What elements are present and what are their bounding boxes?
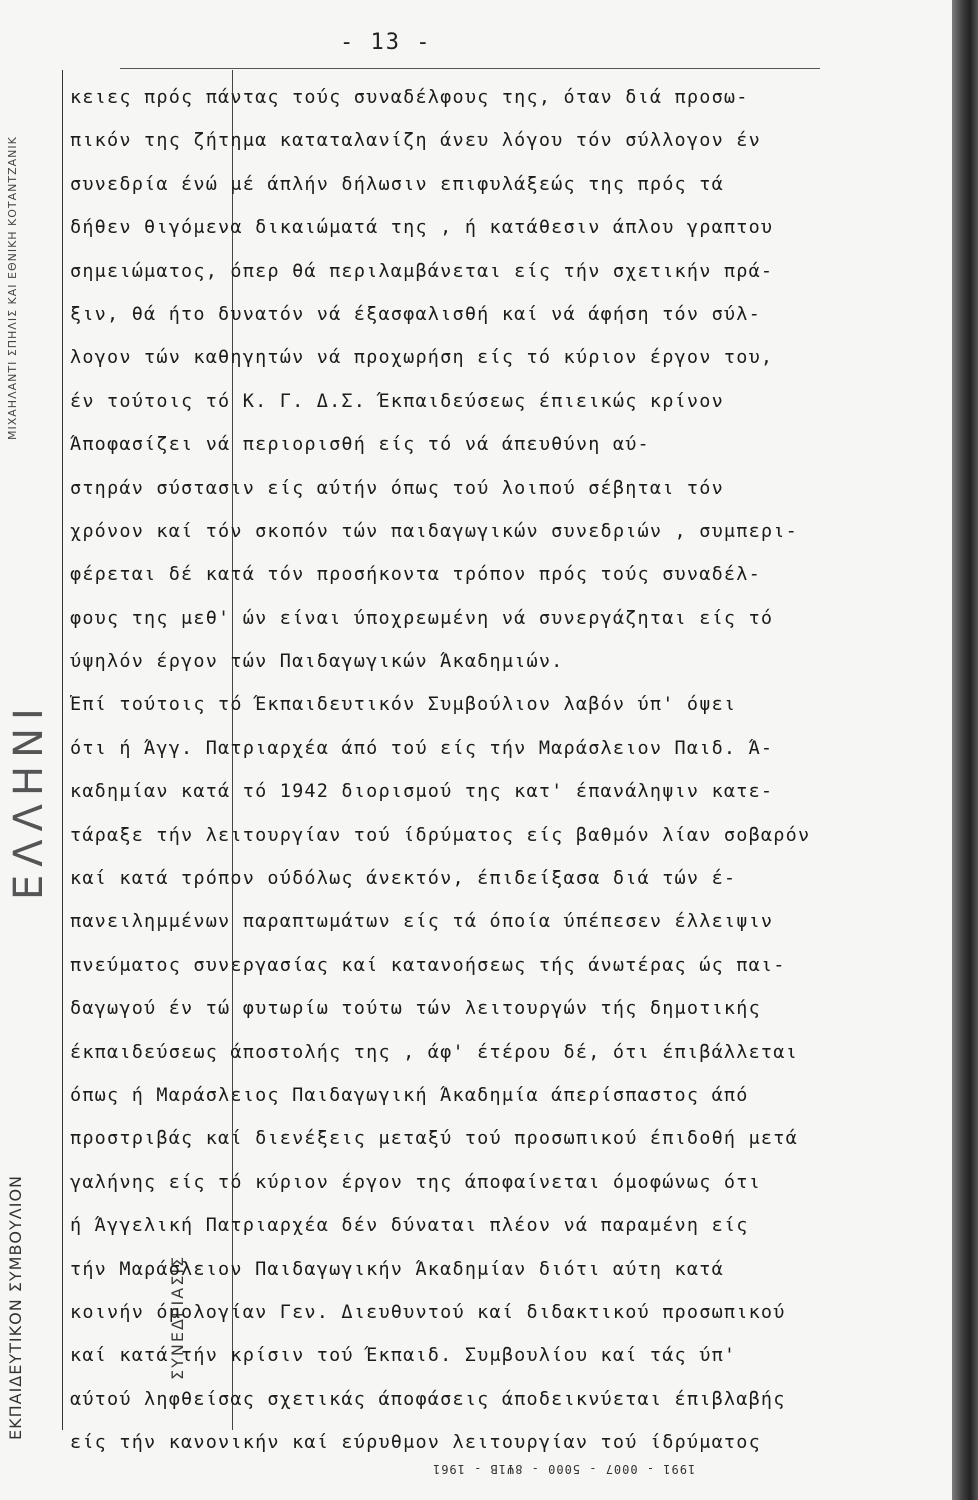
text-line: τάραξε τήν λειτουργίαν τού ίδρύματος είς βαθμόν λίαν σοβαρόν [70,824,811,846]
page-edge-shadow [952,0,978,1500]
margin-stamp: ΣΥΝΕΔΡΙΑΣΙΣ [168,1254,187,1380]
spine-label-bottom: ΕΚΠΑΙΔΕΥΤΙΚΟΝ ΣΥΜΒΟΥΛΙΟΝ [6,1174,25,1440]
text-line: κειες πρός πάντας τούς συναδέλφους της, όταν διά προσω- [70,87,749,108]
spine-label-large: ΕΛΛΗΝΙ [6,700,52,900]
text-line: πνεύματος συνεργασίας καί κατανοήσεως τής άνωτέρας ώς παι- [70,954,786,976]
text-line: πανειλημμένων παραπτωμάτων είς τά όποία ύπέπεσεν έλλειψιν [70,911,774,933]
text-line: λογον τών καθηγητών νά προχωρήση είς τό κύριον έργον του, [70,347,774,369]
text-line: σημειώματος, όπερ θά περιλαμβάνεται είς τήν σχετικήν πρά- [70,260,774,282]
text-line: κοινήν όμολογίαν Γεν. Διευθυντού καί διδακτικού προσωπικού [70,1301,786,1323]
text-line: Έπί τούτοις τό Έκπαιδευτικόν Συμβούλιον λαβόν ύπ' όψει [70,694,737,716]
text-line: Άποφασίζει νά περιορισθή είς τό νά άπευθύνη αύ- [70,434,650,456]
text-line: χρόνον καί τόν σκοπόν τών παιδαγωγικών συνεδριών , συμπερι- [70,520,798,542]
text-line: γαλήνης είς τό κύριον έργον της άποφαίνεται όμοφώνως ότι [70,1171,761,1193]
text-line: φους της μεθ' ών είναι ύποχρεωμένη νά συνεργάζηται είς τό [70,607,774,629]
text-line: στηράν σύστασιν είς αύτήν όπως τού λοιπού σέβηται τόν [70,477,724,499]
text-line: όπως ή Μαράσλειος Παιδαγωγική Άκαδημία άπερίσπαστος άπό [70,1084,749,1106]
text-line: αύτού ληφθείσας σχετικάς άποφάσεις άποδεικνύεται έπιβλαβής [70,1388,786,1410]
text-line: δαγωγού έν τώ φυτωρίω τούτω τών λειτουργών τής δημοτικής [70,998,761,1020]
text-line: έν τούτοις τό Κ. Γ. Δ.Σ. Έκπαιδεύσεως έπιεικώς κρίνον [70,390,724,412]
text-line: ξιν, θά ήτο δυνατόν νά έξασφαλισθή καί νά άφήση τόν σύλ- [70,303,761,325]
footer-print-code: 1991 - 0007 - 5000 - 8Ψ1Β - 1961 [432,1462,696,1476]
text-line: φέρεται δέ κατά τόν προσήκοντα τρόπον πρός τούς συναδέλ- [70,564,761,586]
text-line: δήθεν θιγόμενα δικαιώματά της , ή κατάθεσιν άπλου γραπτου [70,217,774,239]
spine-label-top: ΜΙΧΑΗΛΑΝΤΙ ΣΠΗΛΙΣ ΚΑΙ ΕΘΝΙΚΗ ΚΟΤΑΝΤΖΑΝΙΚ [6,136,19,440]
text-line: καδημίαν κατά τό 1942 διορισμού της κατ' έπανάληψιν κατε- [70,781,774,803]
text-line: ότι ή Άγγ. Πατριαρχέα άπό τού είς τήν Μαράσλειον Παιδ. Ά- [70,737,774,759]
text-line: καί κατά τήν κρίσιν τού Έκπαιδ. Συμβουλίου καί τάς ύπ' [70,1345,737,1367]
text-line: πικόν της ζήτημα καταταλανίζη άνευ λόγου τόν σύλλογον έν [70,130,761,152]
text-line: είς τήν κανονικήν καί εύρυθμον λειτουργίαν τού ίδρύματος [70,1432,761,1454]
page-number: - 13 - [340,30,432,55]
text-line: τήν Μαράσλειον Παιδαγωγικήν Άκαδημίαν διότι αύτη κατά [70,1258,724,1280]
text-line: ή Άγγελική Πατριαρχέα δέν δύναται πλέον νά παραμένη είς [70,1215,749,1237]
text-line: συνεδρία ένώ μέ άπλήν δήλωσιν επιφυλάξεώς της πρός τά [70,173,724,195]
text-line: έκπαιδεύσεως άποστολής της , άφ' έτέρου δέ, ότι έπιβάλλεται [70,1041,798,1063]
text-line: ύψηλόν έργον τών Παιδαγωγικών Άκαδημιών. [70,651,564,673]
margin-rule-left [62,70,63,1430]
typed-text-body [70,76,935,1465]
top-rule [120,68,820,69]
text-line: καί κατά τρόπον ούδόλως άνεκτόν, έπιδείξασα διά τών έ- [70,868,737,890]
text-line: προστριβάς καί διενέξεις μεταξύ τού προσωπικού έπιδοθή μετά [70,1128,798,1150]
